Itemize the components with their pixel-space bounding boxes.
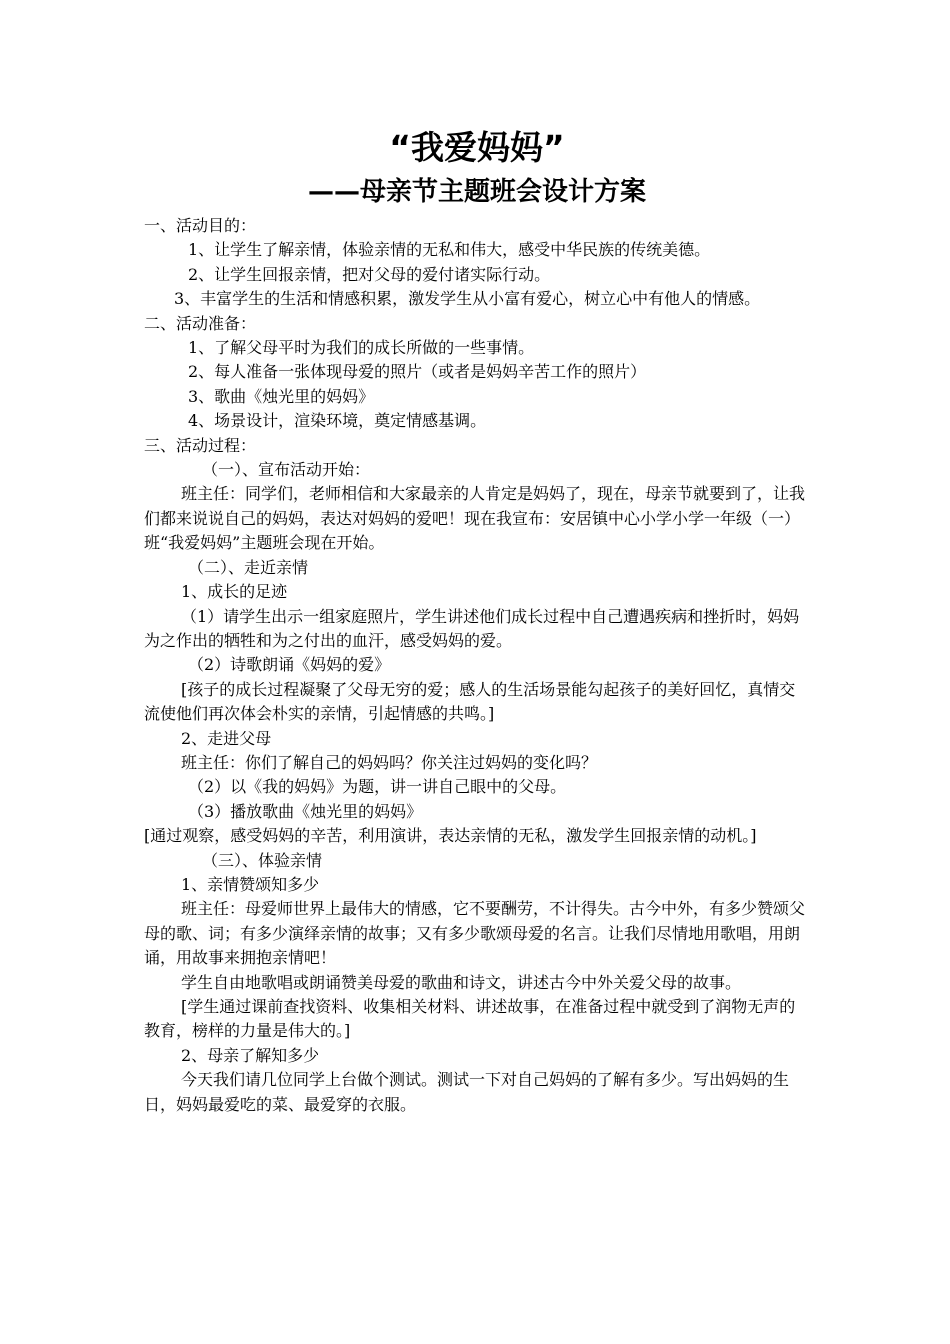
paragraph: （2）以《我的妈妈》为题，讲一讲自己眼中的父母。 [188, 777, 567, 797]
paragraph: （三）、体验亲情 [202, 850, 323, 870]
paragraph: [学生通过课前查找资料、收集相关材料、讲述故事，在准备过程中就受到了润物无声的教育，榜样的力量是伟大的。] [144, 997, 796, 1041]
paragraph: 二、活动准备： [144, 313, 257, 333]
paragraph: 班主任：你们了解自己的妈妈吗？你关注过妈妈的变化吗？ [181, 752, 598, 772]
paragraph: （2）诗歌朗诵《妈妈的爱》 [188, 655, 391, 675]
paragraph: [孩子的成长过程凝聚了父母无穷的爱；感人的生活场景能勾起孩子的美好回忆，真情交流使他们再次体会朴实的亲情，引起情感的共鸣。] [144, 679, 796, 724]
paragraph: 一、活动目的： [144, 216, 257, 235]
paragraph: （二）、走近亲情 [188, 557, 309, 577]
paragraph: 1、了解父母平时为我们的成长所做的一些事情。 [188, 338, 535, 358]
paragraph: 班主任：同学们，老师相信和大家最亲的人肯定是妈妈了，现在，母亲节就要到了，让我们都来说说自己的妈妈，表达对妈妈的爱吧！现在我宣布：安居镇中心小学小学一年级（一）班“我爱妈妈”主题班会现在开始。 [144, 484, 806, 553]
paragraph: 4、场景设计，渲染环境，奠定情感基调。 [188, 411, 487, 431]
paragraph: 3、丰富学生的生活和情感积累，激发学生从小富有爱心，树立心中有他人的情感。 [174, 289, 761, 309]
paragraph: 3、歌曲《烛光里的妈妈》 [188, 386, 375, 406]
paragraph: 1、成长的足迹 [181, 582, 288, 602]
paragraph: 1、让学生了解亲情，体验亲情的无私和伟大，感受中华民族的传统美德。 [188, 240, 711, 260]
paragraph: （一）、宣布活动开始： [202, 460, 371, 480]
paragraph: 今天我们请几位同学上台做个测试。测试一下对自己妈妈的了解有多少。写出妈妈的生日，妈妈最爱吃的菜、最爱穿的衣服。 [144, 1070, 790, 1114]
paragraph: 2、母亲了解知多少 [181, 1045, 320, 1065]
paragraph: 2、走进父母 [181, 728, 272, 748]
paragraph: 2、让学生回报亲情，把对父母的爱付诸实际行动。 [188, 264, 551, 284]
paragraph: [通过观察，感受妈妈的辛苦，利用演讲，表达亲情的无私，激发学生回报亲情的动机。] [144, 826, 757, 846]
paragraph: 班主任：母爱师世界上最伟大的情感，它不要酬劳，不计得失。古今中外，有多少赞颂父母的歌、词；有多少演绎亲情的故事；又有多少歌颂母爱的名言。让我们尽情地用歌唱，用朗诵，用故事来拥抱亲情吧！ [144, 899, 806, 968]
paragraph: 2、每人准备一张体现母爱的照片（或者是妈妈辛苦工作的照片） [188, 362, 647, 382]
document-title: “我爱妈妈” [389, 128, 565, 167]
paragraph: 三、活动过程： [144, 435, 257, 455]
paragraph: 1、亲情赞颂知多少 [181, 874, 320, 894]
document-subtitle: ——母亲节主题班会设计方案 [307, 177, 646, 207]
document-body [144, 214, 810, 1117]
paragraph: 学生自由地歌唱或朗诵赞美母爱的歌曲和诗文，讲述古今中外关爱父母的故事。 [181, 972, 742, 992]
paragraph: （3）播放歌曲《烛光里的妈妈》 [188, 801, 423, 821]
paragraph: （1）请学生出示一组家庭照片，学生讲述他们成长过程中自己遭遇疾病和挫折时，妈妈为之作出的牺牲和为之付出的血汗，感受妈妈的爱。 [144, 606, 800, 650]
